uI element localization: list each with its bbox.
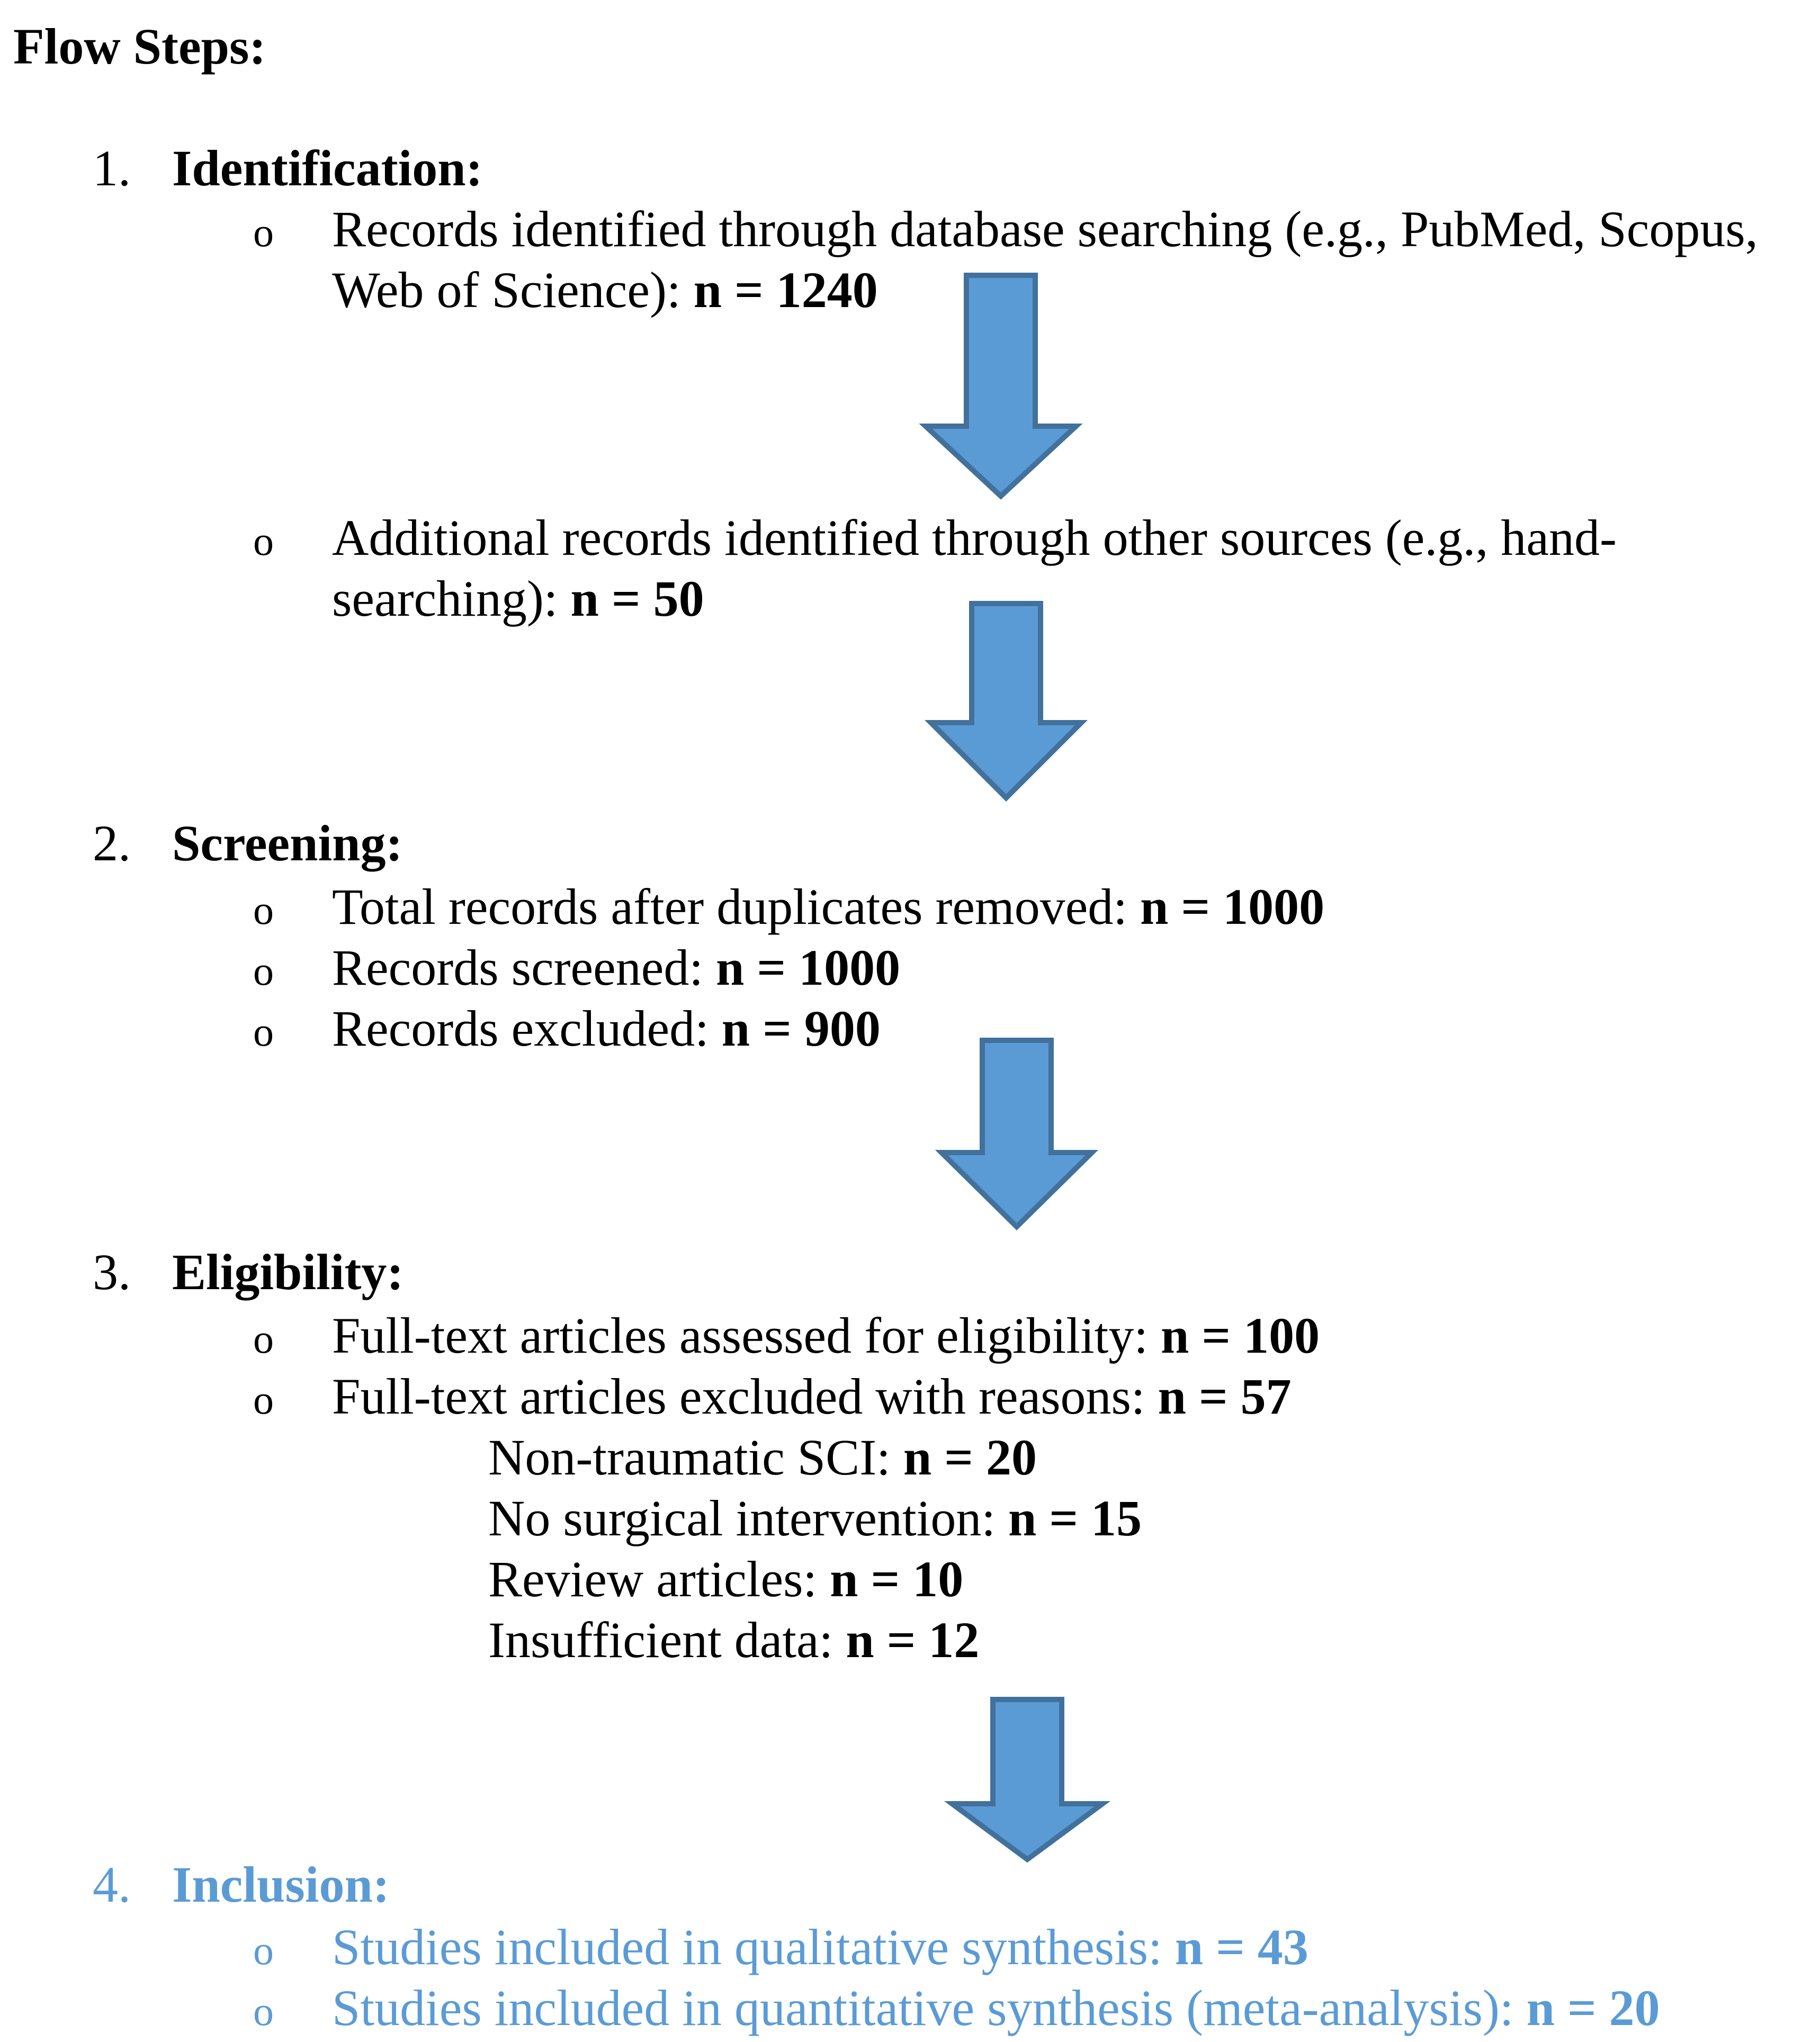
- count-value: n = 20: [903, 1429, 1037, 1486]
- bullet-icon: o: [253, 1316, 274, 1362]
- bullet-icon: o: [253, 1927, 274, 1973]
- list-item-text: Records excluded: n = 900: [332, 1000, 881, 1057]
- bullet-icon: o: [253, 1988, 274, 2034]
- list-item-text: searching): n = 50: [332, 570, 704, 627]
- step-heading: Inclusion:: [172, 1856, 390, 1913]
- count-value: n = 43: [1175, 1919, 1308, 1975]
- exclusion-reason: Non-traumatic SCI: n = 20: [488, 1429, 1037, 1486]
- count-value: n = 900: [721, 1000, 881, 1057]
- step-heading: Eligibility:: [172, 1244, 404, 1300]
- list-item-text: Web of Science): n = 1240: [332, 262, 878, 318]
- step-heading: Identification:: [172, 140, 483, 196]
- exclusion-reason: No surgical intervention: n = 15: [488, 1490, 1142, 1546]
- step-number: 1.: [93, 140, 131, 196]
- list-item-text: Total records after duplicates removed: n = 1000: [332, 878, 1325, 935]
- list-item-text: Studies included in quantitative synthesis (meta-analysis): n = 20: [332, 1980, 1660, 2036]
- list-item-text: Full-text articles assessed for eligibility: n = 100: [332, 1307, 1320, 1364]
- bullet-icon: o: [253, 887, 274, 933]
- list-item-text: Records identified through database searching (e.g., PubMed, Scopus,: [332, 201, 1758, 257]
- bullet-icon: o: [253, 948, 274, 994]
- list-item-text: Full-text articles excluded with reasons: n = 57: [332, 1368, 1292, 1425]
- count-value: n = 15: [1008, 1490, 1142, 1546]
- count-value: n = 100: [1161, 1307, 1320, 1364]
- bullet-icon: o: [253, 518, 274, 564]
- down-arrow-icon: [951, 1699, 1104, 1861]
- count-value: n = 10: [830, 1551, 964, 1607]
- step-number: 3.: [93, 1244, 131, 1300]
- step-number: 2.: [93, 815, 131, 871]
- count-value: n = 1240: [693, 262, 878, 318]
- list-item-text: Records screened: n = 1000: [332, 939, 901, 996]
- list-item-text: Additional records identified through other sources (e.g., hand-: [332, 509, 1617, 566]
- step-heading: Screening:: [172, 815, 403, 871]
- list-item-text: Studies included in qualitative synthesis: n = 43: [332, 1919, 1308, 1975]
- count-value: n = 20: [1526, 1980, 1660, 2036]
- count-value: n = 1000: [1140, 878, 1325, 935]
- count-value: n = 57: [1158, 1368, 1292, 1425]
- count-value: n = 50: [570, 570, 704, 627]
- down-arrow-icon: [940, 1040, 1093, 1228]
- bullet-icon: o: [253, 1377, 274, 1423]
- exclusion-reason: Review articles: n = 10: [488, 1551, 964, 1607]
- step-number: 4.: [93, 1856, 131, 1913]
- page-title: Flow Steps:: [13, 18, 266, 75]
- count-value: n = 1000: [716, 939, 901, 996]
- count-value: n = 12: [846, 1612, 980, 1668]
- down-arrow-icon: [924, 275, 1078, 498]
- bullet-icon: o: [253, 1009, 274, 1055]
- exclusion-reason: Insufficient data: n = 12: [488, 1612, 980, 1668]
- down-arrow-icon: [929, 604, 1083, 799]
- bullet-icon: o: [253, 209, 274, 255]
